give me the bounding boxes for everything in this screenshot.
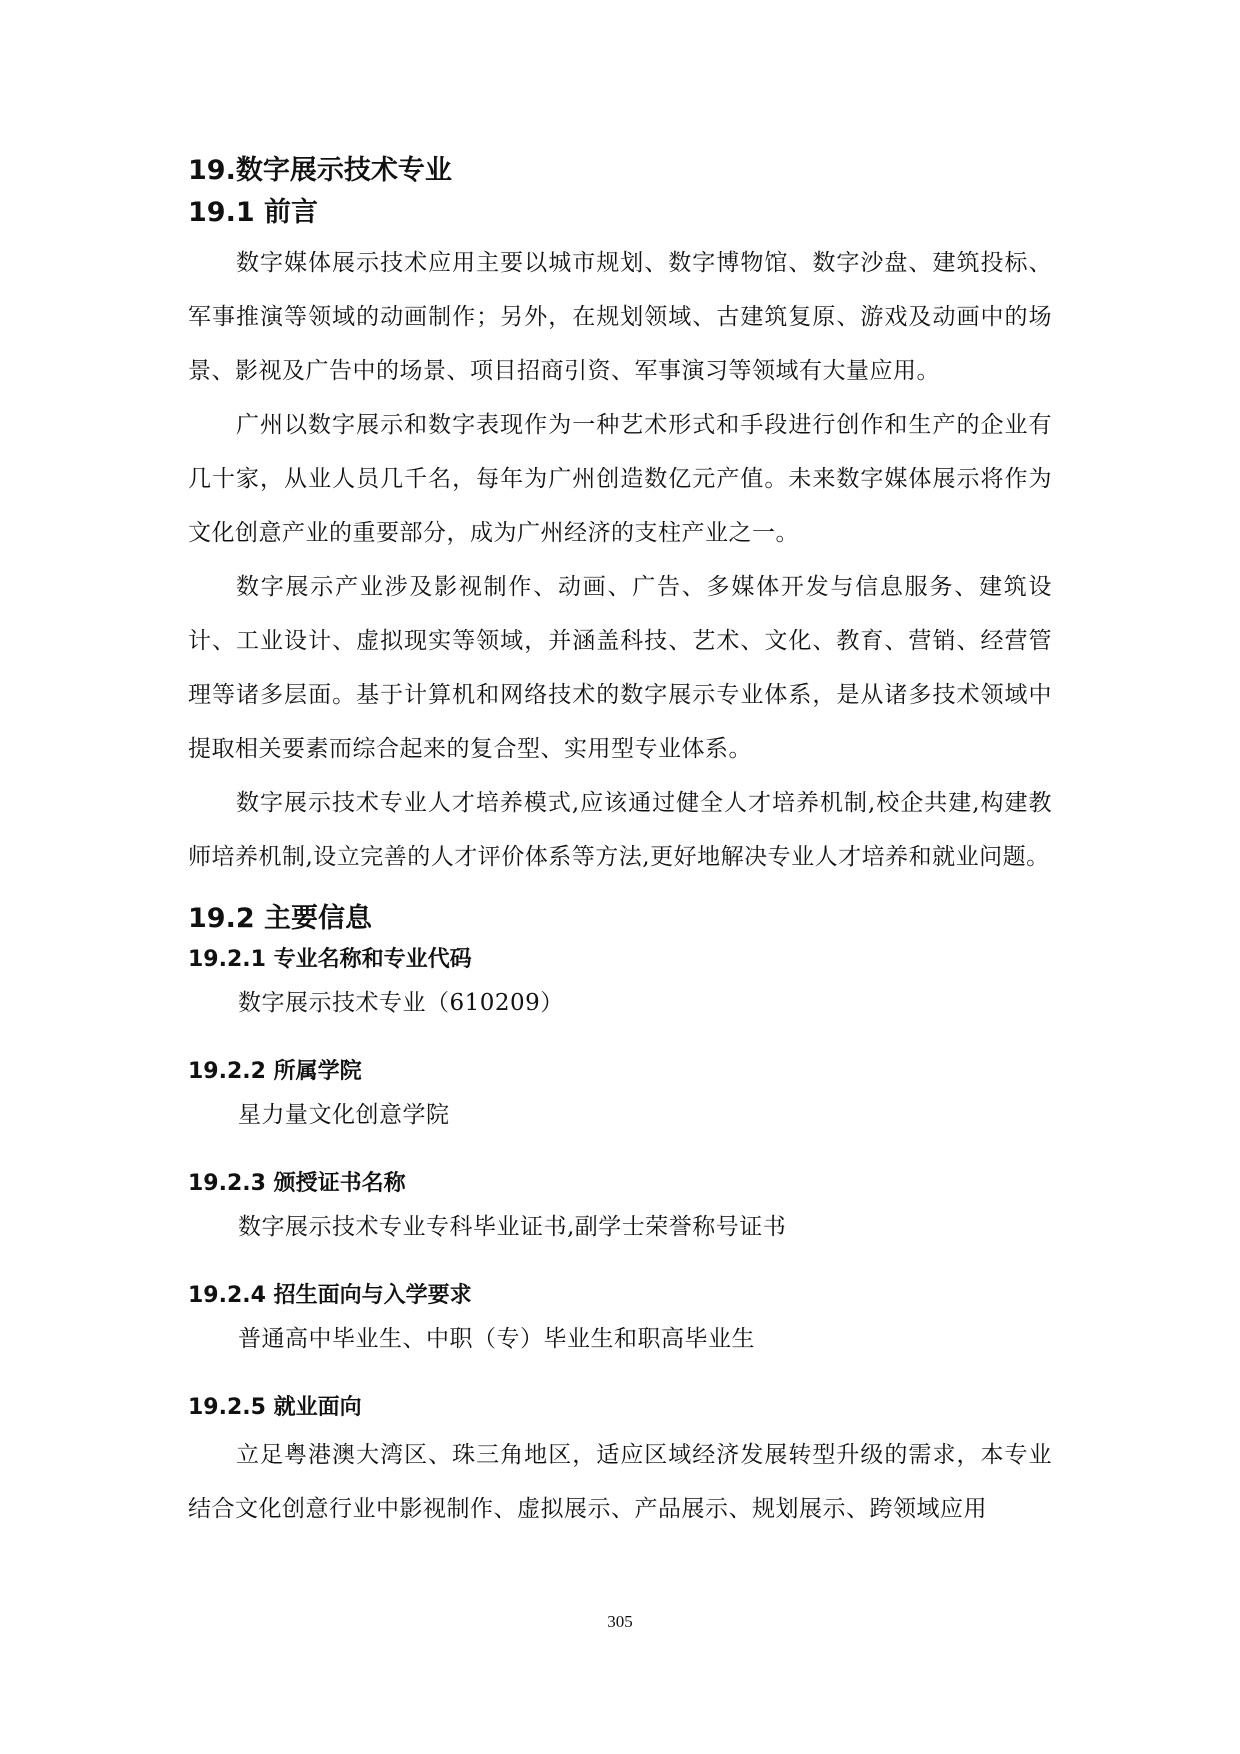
section-title: 19.数字展示技术专业 (188, 155, 452, 186)
preface-heading: 19.1 前言 (188, 197, 319, 228)
admission-text: 普通高中毕业生、中职（专）毕业生和职高毕业生 (238, 1326, 755, 1352)
employment-heading: 19.2.5 就业面向 (188, 1395, 362, 1420)
major-name-text: 数字展示技术专业（610209） (238, 990, 564, 1016)
preface-paragraph-4: 数字展示技术专业人才培养模式,应该通过健全人才培养机制,校企共建,构建教师培养机制,设立完善的人才评价体系等方法,更好地解决专业人才培养和就业问题。 (188, 790, 1052, 870)
major-name-heading: 19.2.1 专业名称和专业代码 (188, 947, 472, 972)
preface-paragraph-1: 数字媒体展示技术应用主要以城市规划、数字博物馆、数字沙盘、建筑投标、军事推演等领域的动画制作；另外，在规划领域、古建筑复原、游戏及动画中的场景、影视及广告中的场景、项目招商引资、军事演习等领域有大量应用。 (188, 250, 1052, 384)
page-number: 305 (607, 1612, 633, 1631)
college-heading: 19.2.2 所属学院 (188, 1059, 362, 1084)
college-text: 星力量文化创意学院 (238, 1102, 450, 1128)
main-info-heading: 19.2 主要信息 (188, 903, 373, 934)
employment-text: 立足粤港澳大湾区、珠三角地区，适应区域经济发展转型升级的需求，本专业结合文化创意行业中影视制作、虚拟展示、产品展示、规划展示、跨领域应用 (188, 1442, 1052, 1522)
certificate-heading: 19.2.3 颁授证书名称 (188, 1171, 406, 1196)
document-page (188, 150, 1052, 1536)
preface-paragraph-2: 广州以数字展示和数字表现作为一种艺术形式和手段进行创作和生产的企业有几十家，从业人员几千名，每年为广州创造数亿元产值。未来数字媒体展示将作为文化创意产业的重要部分，成为广州经济的支柱产业之一。 (188, 412, 1052, 546)
preface-paragraph-3: 数字展示产业涉及影视制作、动画、广告、多媒体开发与信息服务、建筑设计、工业设计、虚拟现实等领域，并涵盖科技、艺术、文化、教育、营销、经营管理等诸多层面。基于计算机和网络技术的数字展示专业体系，是从诸多技术领域中提取相关要素而综合起来的复合型、实用型专业体系。 (188, 574, 1052, 762)
admission-heading: 19.2.4 招生面向与入学要求 (188, 1283, 472, 1308)
certificate-text: 数字展示技术专业专科毕业证书,副学士荣誉称号证书 (238, 1214, 787, 1240)
